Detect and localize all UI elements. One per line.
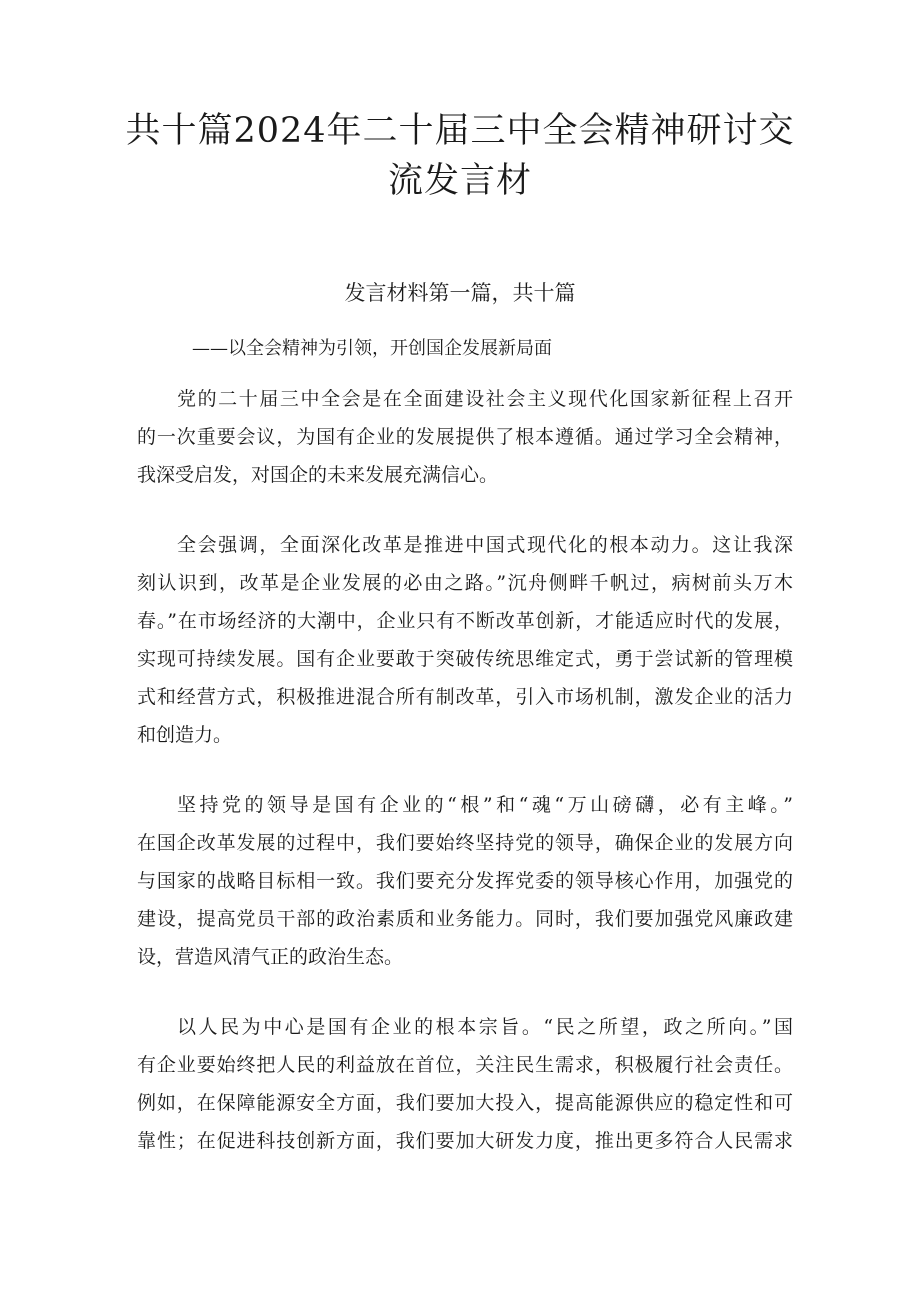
title-line: 流发言材	[387, 161, 532, 201]
section-subtitle: ——以全会精神为引领，开创国企发展新局面	[192, 338, 552, 359]
paragraph-line: 建设，提高党员干部的政治素质和业务能力。同时，我们要加强党风廉政建	[137, 908, 793, 930]
section-heading: 发言材料第一篇，共十篇	[344, 281, 576, 305]
paragraph-line: 式和经营方式，积极推进混合所有制改革，引入市场机制，激发企业的活力	[137, 686, 793, 708]
paragraph-line: 我深受启发，对国企的未来发展充满信心。	[137, 464, 499, 486]
paragraph	[137, 380, 793, 494]
paragraph-line: 春。”在市场经济的大潮中，企业只有不断改革创新，才能适应时代的发展，	[137, 610, 793, 632]
document-body	[137, 380, 793, 1192]
paragraph-line: 的一次重要会议，为国有企业的发展提供了根本遵循。通过学习全会精神，	[137, 426, 793, 448]
paragraph	[137, 1008, 793, 1160]
paragraph-line: 设，营造风清气正的政治生态。	[137, 946, 404, 968]
paragraph-line: 例如，在保障能源安全方面，我们要加大投入，提高能源供应的稳定性和可	[137, 1092, 793, 1114]
paragraph-line: 有企业要始终把人民的利益放在首位，关注民生需求，积极履行社会责任。	[137, 1054, 793, 1076]
paragraph	[137, 526, 793, 754]
paragraph-line: 靠性；在促进科技创新方面，我们要加大研发力度，推出更多符合人民需求	[137, 1130, 793, 1152]
paragraph-line: 以人民为中心是国有企业的根本宗旨。“民之所望，政之所向。”国	[177, 1016, 793, 1038]
title-line: 共十篇2024年二十届三中全会精神研讨交	[125, 111, 795, 151]
paragraph-line: 党的二十届三中全会是在全面建设社会主义现代化国家新征程上召开	[177, 388, 793, 410]
paragraph-line: 和创造力。	[137, 724, 233, 746]
paragraph-line: 刻认识到，改革是企业发展的必由之路。”沉舟侧畔千帆过，病树前头万木	[137, 572, 793, 594]
paragraph-line: 全会强调，全面深化改革是推进中国式现代化的根本动力。这让我深	[177, 534, 793, 556]
document-title	[120, 106, 800, 206]
paragraph-line: 实现可持续发展。国有企业要敢于突破传统思维定式，勇于尝试新的管理模	[137, 648, 793, 670]
paragraph	[137, 786, 793, 976]
paragraph-line: 与国家的战略目标相一致。我们要充分发挥党委的领导核心作用，加强党的	[137, 870, 793, 892]
paragraph-line: 坚持党的领导是国有企业的“根”和“魂“万山磅礴，必有主峰。”	[177, 794, 793, 816]
paragraph-line: 在国企改革发展的过程中，我们要始终坚持党的领导，确保企业的发展方向	[137, 832, 793, 854]
